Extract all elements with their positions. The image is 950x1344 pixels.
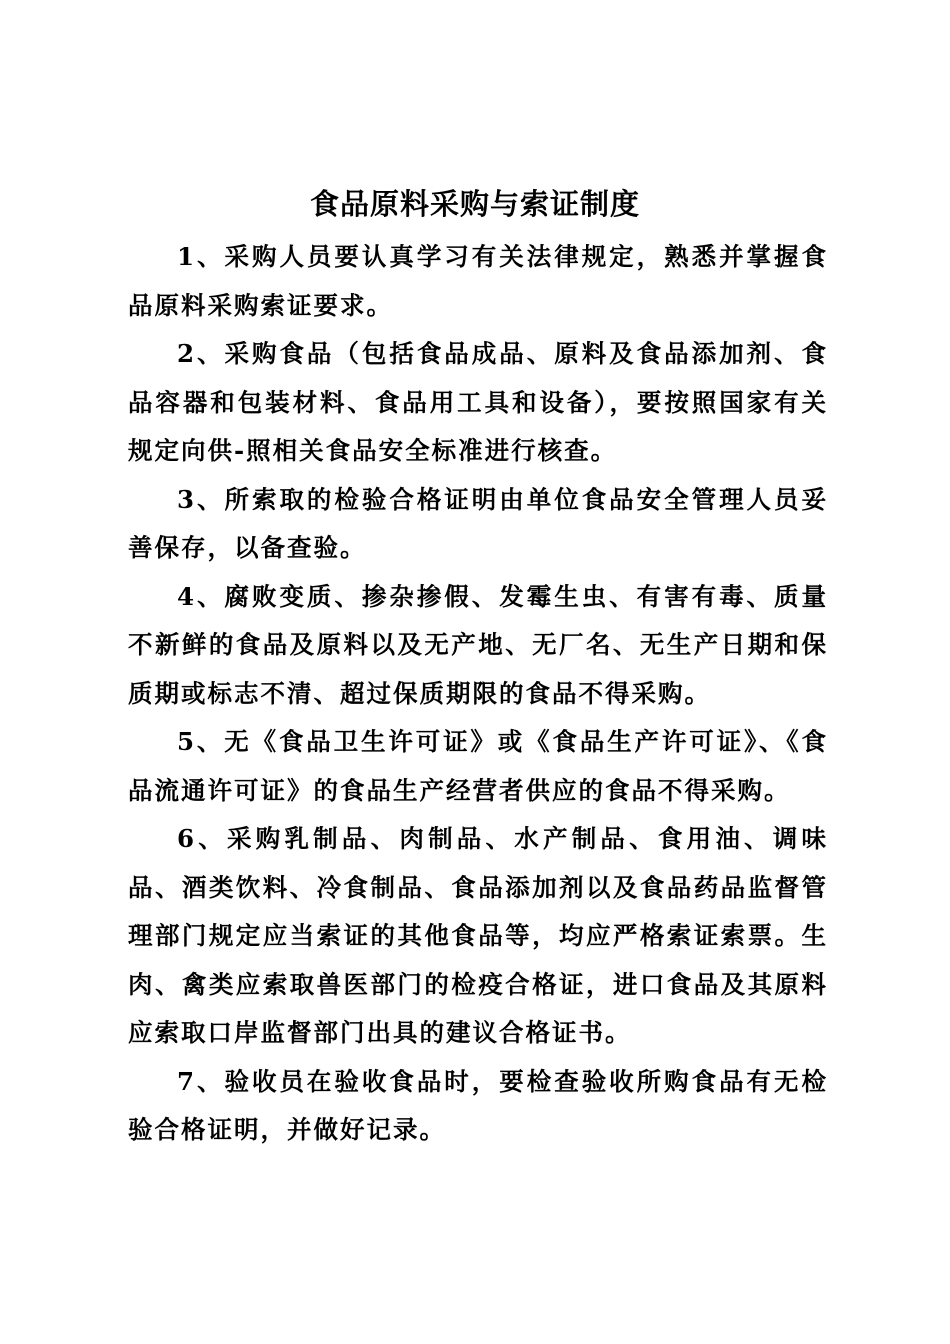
- paragraph-6: 6、采购乳制品、肉制品、水产制品、食用油、调味品、酒类饮料、冷食制品、食品添加剂以及食品药品监督管理部门规定应当索证的其他食品等，均应严格索证索票。生肉、禽类应索取兽医部门的检疫合格证，进口食品及其原料应索取口岸监督部门出具的建议合格证书。: [128, 824, 828, 1047]
- document-title: 食品原料采购与索证制度: [309, 187, 640, 221]
- paragraph-3: 3、所索取的检验合格证明由单位食品安全管理人员妥善保存，以备查验。: [128, 484, 828, 562]
- document-body: [128, 233, 828, 1155]
- paragraph-1: 1、采购人员要认真学习有关法律规定，熟悉并掌握食品原料采购索证要求。: [128, 242, 828, 320]
- paragraph-7: 7、验收员在验收食品时，要检查验收所购食品有无检验合格证明，并做好记录。: [128, 1066, 828, 1144]
- paragraph-2: 2、采购食品（包括食品成品、原料及食品添加剂、食品容器和包装材料、食品用工具和设备），要按照国家有关规定向供-照相关食品安全标准进行核查。: [128, 339, 828, 465]
- paragraph-5: 5、无《食品卫生许可证》或《食品生产许可证》、《食品流通许可证》的食品生产经营者供应的食品不得采购。: [128, 727, 828, 805]
- paragraph-4: 4、腐败变质、掺杂掺假、发霉生虫、有害有毒、质量不新鲜的食品及原料以及无产地、无厂名、无生产日期和保质期或标志不清、超过保质期限的食品不得采购。: [128, 581, 828, 708]
